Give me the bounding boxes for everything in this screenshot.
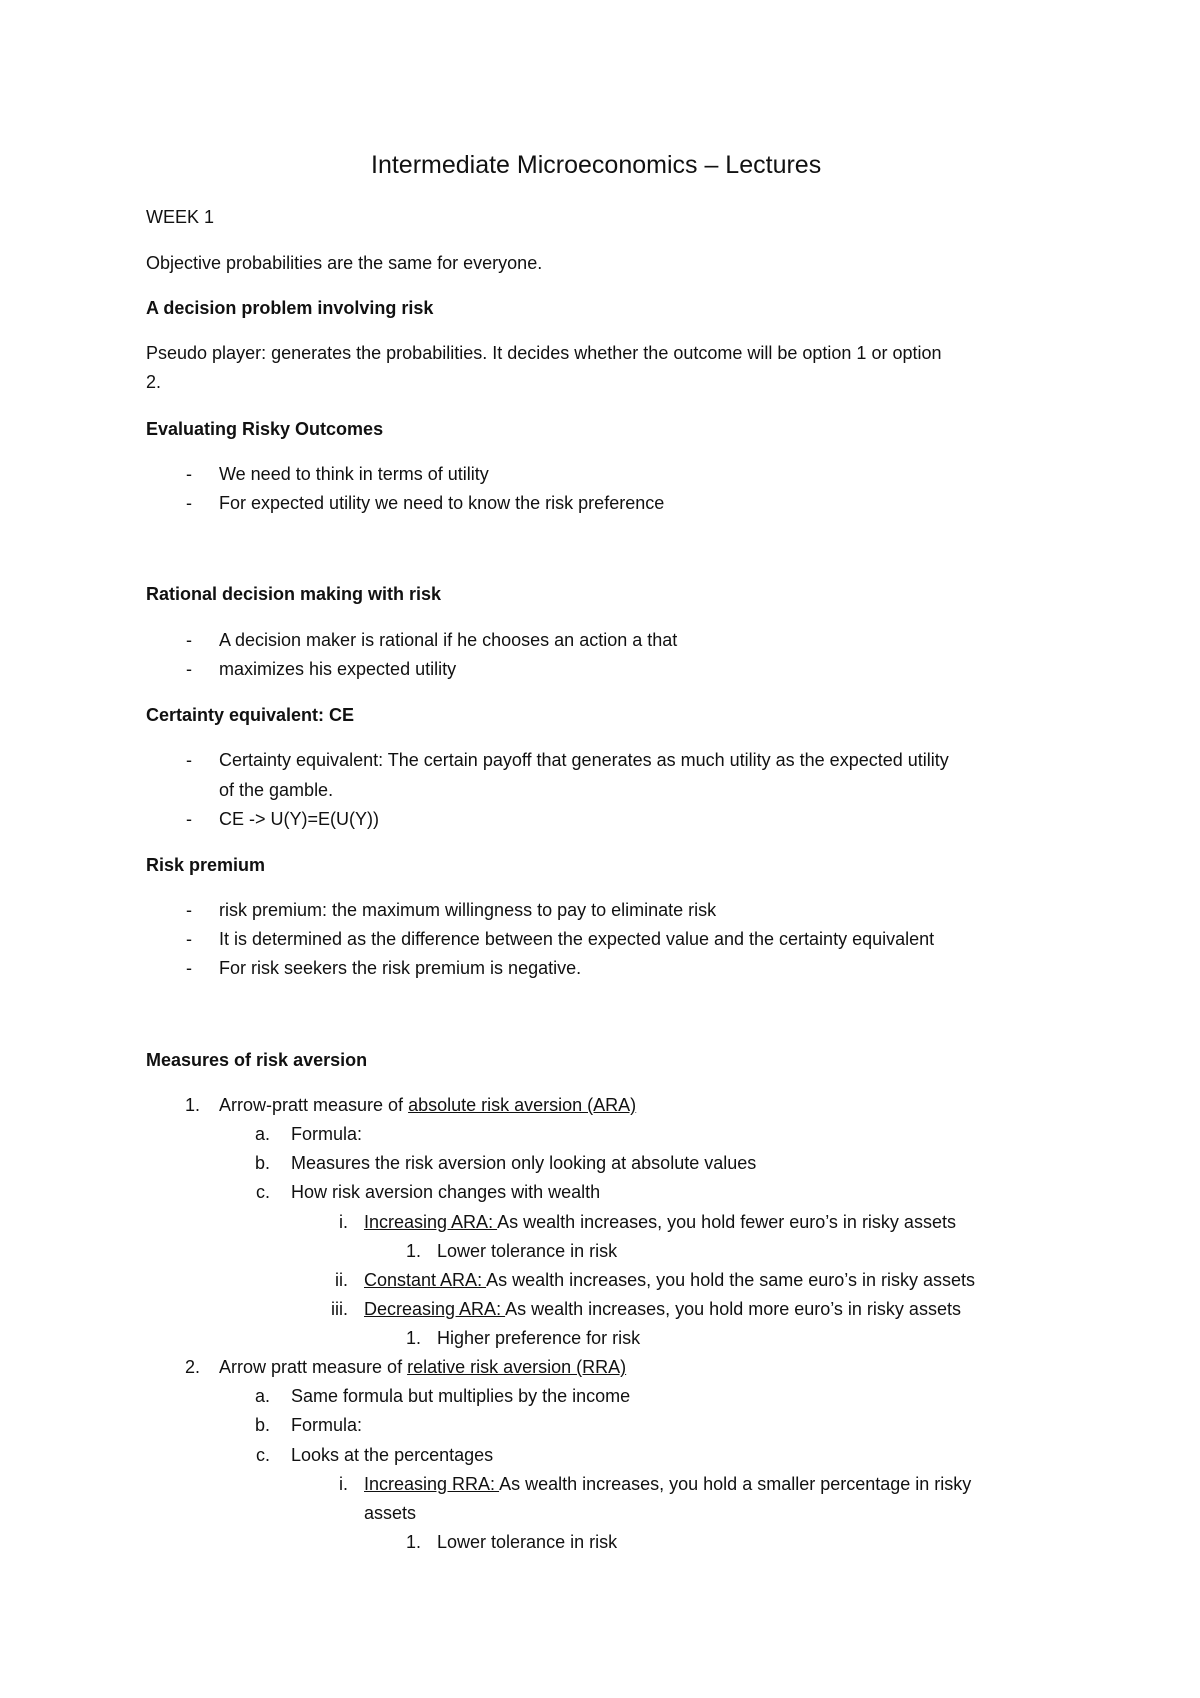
bullet-dash: - xyxy=(186,929,192,949)
list-item-text xyxy=(364,1210,956,1234)
list-marker: i. xyxy=(339,1212,348,1232)
rra-term: relative risk aversion (RRA) xyxy=(407,1357,627,1377)
bullet-dash: - xyxy=(186,659,192,679)
list-marker: 1. xyxy=(405,1241,421,1261)
bullet-text: maximizes his expected utility xyxy=(219,659,457,679)
list-item-text: Formula: xyxy=(291,1124,363,1144)
list-item-text: Formula: xyxy=(291,1415,363,1435)
week-label: WEEK 1 xyxy=(146,207,215,227)
list-item-text: Higher preference for risk xyxy=(437,1328,641,1348)
bullet-text: Certainty equivalent: The certain payoff that generates as much utility as the expected utility xyxy=(219,750,949,770)
list-marker: b. xyxy=(254,1415,270,1435)
pseudo-paragraph-line-2: 2. xyxy=(146,372,162,392)
list-item-text: Lower tolerance in risk xyxy=(437,1241,618,1261)
document-title: Intermediate Microeconomics – Lectures xyxy=(371,151,822,179)
bullet-text: We need to think in terms of utility xyxy=(219,464,489,484)
decision-heading: A decision problem involving risk xyxy=(146,298,434,318)
certainty-heading: Certainty equivalent: CE xyxy=(146,705,355,725)
list-item-text: Same formula but multiplies by the income xyxy=(291,1386,631,1406)
rational-heading: Rational decision making with risk xyxy=(146,584,442,604)
list-item-text xyxy=(364,1297,961,1321)
list-item-text xyxy=(364,1268,975,1292)
rra-prefix: Arrow pratt measure of xyxy=(219,1357,408,1377)
pseudo-paragraph-line-1: Pseudo player: generates the probabilities. It decides whether the outcome will be option 1 or option xyxy=(146,343,942,363)
bullet-text: A decision maker is rational if he chooses an action a that xyxy=(219,630,678,650)
bullet-dash: - xyxy=(186,958,192,978)
list-item-text: Looks at the percentages xyxy=(291,1445,494,1465)
ara-item xyxy=(219,1093,636,1117)
bullet-text: CE -> U(Y)=E(U(Y)) xyxy=(219,809,380,829)
bullet-text: For risk seekers the risk premium is negative. xyxy=(219,958,582,978)
list-item-text xyxy=(364,1472,971,1496)
list-marker: 1. xyxy=(184,1095,200,1115)
bullet-dash: - xyxy=(186,464,192,484)
rra-item xyxy=(219,1355,626,1379)
evaluating-heading: Evaluating Risky Outcomes xyxy=(146,419,384,439)
list-item-text: How risk aversion changes with wealth xyxy=(291,1182,601,1202)
bullet-text: For expected utility we need to know the risk preference xyxy=(219,493,665,513)
increasing-ara-term: Increasing ARA: xyxy=(364,1212,498,1232)
list-item-text: Lower tolerance in risk xyxy=(437,1532,618,1552)
list-marker: c. xyxy=(255,1445,270,1465)
bullet-dash: - xyxy=(186,750,192,770)
bullet-dash: - xyxy=(186,900,192,920)
list-item-text-continued: assets xyxy=(364,1503,417,1523)
list-marker: a. xyxy=(254,1386,270,1406)
constant-ara-term: Constant ARA: xyxy=(364,1270,487,1290)
ara-prefix: Arrow-pratt measure of xyxy=(219,1095,409,1115)
constant-ara-text: As wealth increases, you hold the same euro’s in risky assets xyxy=(486,1270,975,1290)
increasing-rra-term: Increasing RRA: xyxy=(364,1474,500,1494)
list-marker: 1. xyxy=(405,1532,421,1552)
measures-heading: Measures of risk aversion xyxy=(146,1050,368,1070)
bullet-dash: - xyxy=(186,493,192,513)
increasing-ara-text: As wealth increases, you hold fewer euro’s in risky assets xyxy=(497,1212,956,1232)
list-marker: i. xyxy=(339,1474,348,1494)
list-marker: c. xyxy=(255,1182,270,1202)
list-marker: ii. xyxy=(335,1270,348,1290)
decreasing-ara-text: As wealth increases, you hold more euro’s in risky assets xyxy=(505,1299,961,1319)
list-marker: 1. xyxy=(405,1328,421,1348)
bullet-text-continued: of the gamble. xyxy=(219,780,334,800)
ara-term: absolute risk aversion (ARA) xyxy=(408,1095,637,1115)
list-marker: b. xyxy=(254,1153,270,1173)
list-marker: iii. xyxy=(331,1299,348,1319)
list-marker: a. xyxy=(254,1124,270,1144)
list-marker: 2. xyxy=(184,1357,200,1377)
decreasing-ara-term: Decreasing ARA: xyxy=(364,1299,506,1319)
increasing-rra-text: As wealth increases, you hold a smaller percentage in risky xyxy=(499,1474,972,1494)
bullet-text: It is determined as the difference between the expected value and the certainty equivalent xyxy=(219,929,935,949)
bullet-dash: - xyxy=(186,630,192,650)
bullet-text: risk premium: the maximum willingness to pay to eliminate risk xyxy=(219,900,717,920)
objective-paragraph: Objective probabilities are the same for everyone. xyxy=(146,253,543,273)
bullet-dash: - xyxy=(186,809,192,829)
list-item-text: Measures the risk aversion only looking at absolute values xyxy=(291,1153,757,1173)
premium-heading: Risk premium xyxy=(146,855,266,875)
